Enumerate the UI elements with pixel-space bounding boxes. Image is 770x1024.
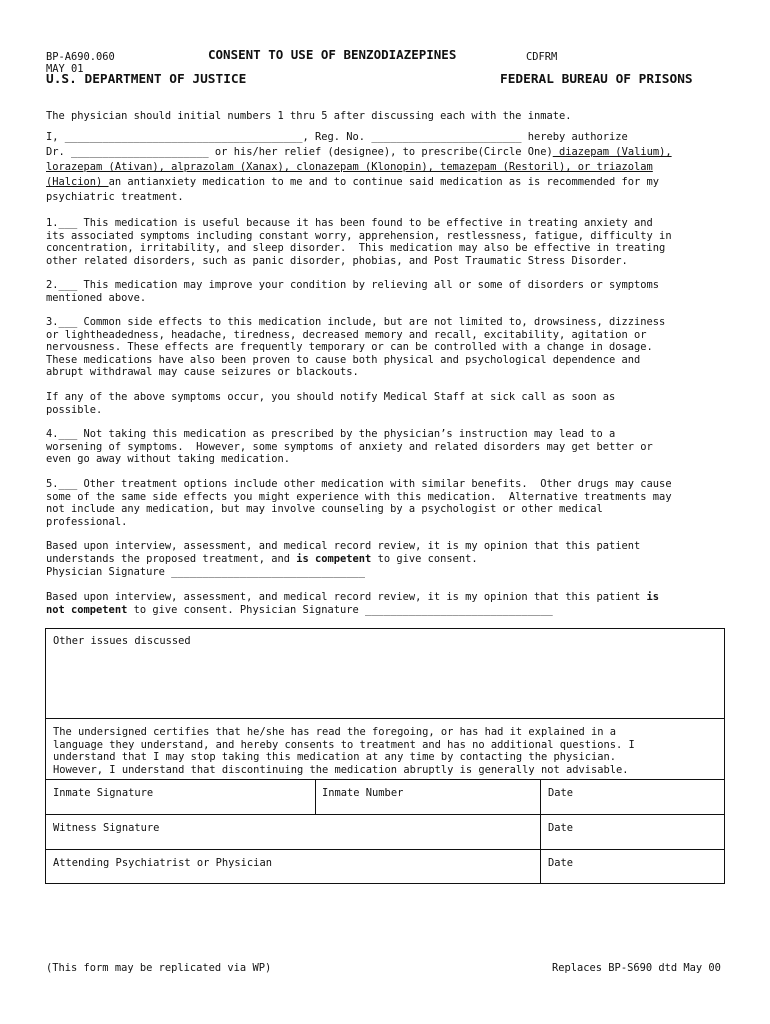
not-competent-line-2: not competent to give consent. Physician Signature ______________________________ — [46, 604, 553, 616]
divider — [315, 779, 316, 814]
divider — [45, 718, 725, 719]
department-name: U.S. DEPARTMENT OF JUSTICE — [46, 72, 247, 87]
divider — [45, 779, 725, 780]
footer-note: (This form may be replicated via WP) — [46, 962, 272, 974]
divider — [45, 849, 725, 850]
authorization-line-4: (Halcion) an antianxiety medication to me and to continue said medication as is recommended for my — [46, 176, 660, 188]
certification-text: The undersigned certifies that he/she has read the foregoing, or has had it explained in a language they understand, and hereby consents to treatment and has no additional questions. I understand that I may stop taking this medication at any time by contacting the physician. However, I understand that discontinuing the medication abruptly is generally not advisable. — [53, 726, 635, 776]
date-label: Date — [548, 822, 574, 834]
item-4: 4.___ Not taking this medication as prescribed by the physician’s instruction may lead to a worsening of symptoms. However, some symptoms of anxiety and related disorders may get better or even go away without taking medication. — [46, 428, 653, 466]
form-title: CONSENT TO USE OF BENZODIAZEPINES — [208, 47, 457, 62]
inmate-signature-label: Inmate Signature — [53, 787, 154, 799]
doctor-name-blank[interactable]: ______________________ — [71, 146, 209, 158]
physician-instruction: The physician should initial numbers 1 thru 5 after discussing each with the inmate. — [46, 110, 572, 122]
divider — [45, 814, 725, 815]
bureau-name: FEDERAL BUREAU OF PRISONS — [500, 72, 693, 87]
other-issues-label: Other issues discussed — [53, 635, 191, 647]
medication-options[interactable]: lorazepam (Ativan), alprazolam (Xanax), clonazepam (Klonopin), temazepam (Restoril), or triazolam — [46, 161, 653, 173]
physician-signature-blank-2[interactable]: ______________________________ — [365, 604, 553, 616]
form-code: CDFRM — [526, 51, 558, 63]
competent-line-1: Based upon interview, assessment, and medical record review, it is my opinion that this patient — [46, 540, 641, 552]
divider — [540, 779, 541, 884]
notify-medical-staff: If any of the above symptoms occur, you should notify Medical Staff at sick call as soon as possible. — [46, 391, 616, 416]
competent-line-2: understands the proposed treatment, and is competent to give consent. — [46, 553, 478, 565]
item-2: 2.___ This medication may improve your condition by relieving all or some of disorders or symptoms mentioned above. — [46, 279, 660, 304]
other-issues-field[interactable] — [46, 636, 724, 716]
authorization-line-5: psychiatric treatment. — [46, 191, 184, 203]
date-label: Date — [548, 787, 574, 799]
date-label: Date — [548, 857, 574, 869]
form-number: BP-A690.060 — [46, 51, 115, 63]
not-competent-line-1: Based upon interview, assessment, and medical record review, it is my opinion that this patient is — [46, 591, 660, 603]
inmate-name-blank[interactable]: ______________________________________ — [64, 131, 303, 143]
form-date: MAY 01 — [46, 63, 84, 75]
attending-physician-label: Attending Psychiatrist or Physician — [53, 857, 272, 869]
authorization-line-2: Dr. ______________________ or his/her relief (designee), to prescribe(Circle One) diazepam (Valium), — [46, 146, 672, 158]
competent-physician-signature: Physician Signature _______________________________ — [46, 566, 366, 578]
diazepam-option[interactable]: diazepam (Valium), — [552, 146, 672, 158]
halcion-option[interactable]: (Halcion) — [46, 176, 109, 188]
item-1: 1.___ This medication is useful because it has been found to be effective in treating anxiety and its associated symptoms including constant worry, apprehension, restlessness, fatigue, difficulty in concentration, irritability, and sleep disorder. This medication may also be effective in treating other related disorders, such as panic disorder, phobias, and Post Traumatic Stress Disorder. — [46, 217, 672, 267]
physician-signature-blank-1[interactable]: _______________________________ — [171, 566, 366, 578]
reg-no-blank[interactable]: ________________________ — [371, 131, 522, 143]
witness-signature-label: Witness Signature — [53, 822, 160, 834]
inmate-number-label: Inmate Number — [322, 787, 404, 799]
item-3: 3.___ Common side effects to this medication include, but are not limited to, drowsiness, dizziness or lightheadedness, headache, tiredness, decreased memory and recall, excitability, agitation or nervousness. These effects are frequently temporary or can be controlled with a change in dosage. These medications have also been proven to cause both physical and psychological dependence and abrupt withdrawal may cause seizures or blackouts. — [46, 316, 666, 379]
authorization-line-1: I, ______________________________________, Reg. No. ________________________ hereby authorize — [46, 131, 628, 143]
item-5: 5.___ Other treatment options include other medication with similar benefits. Other drugs may cause some of the same side effects you might experience with this medication. Alternative treatments may not include any medication, but may involve counseling by a psychologist or other medical professional. — [46, 478, 672, 528]
footer-replaces: Replaces BP-S690 dtd May 00 — [552, 962, 721, 974]
